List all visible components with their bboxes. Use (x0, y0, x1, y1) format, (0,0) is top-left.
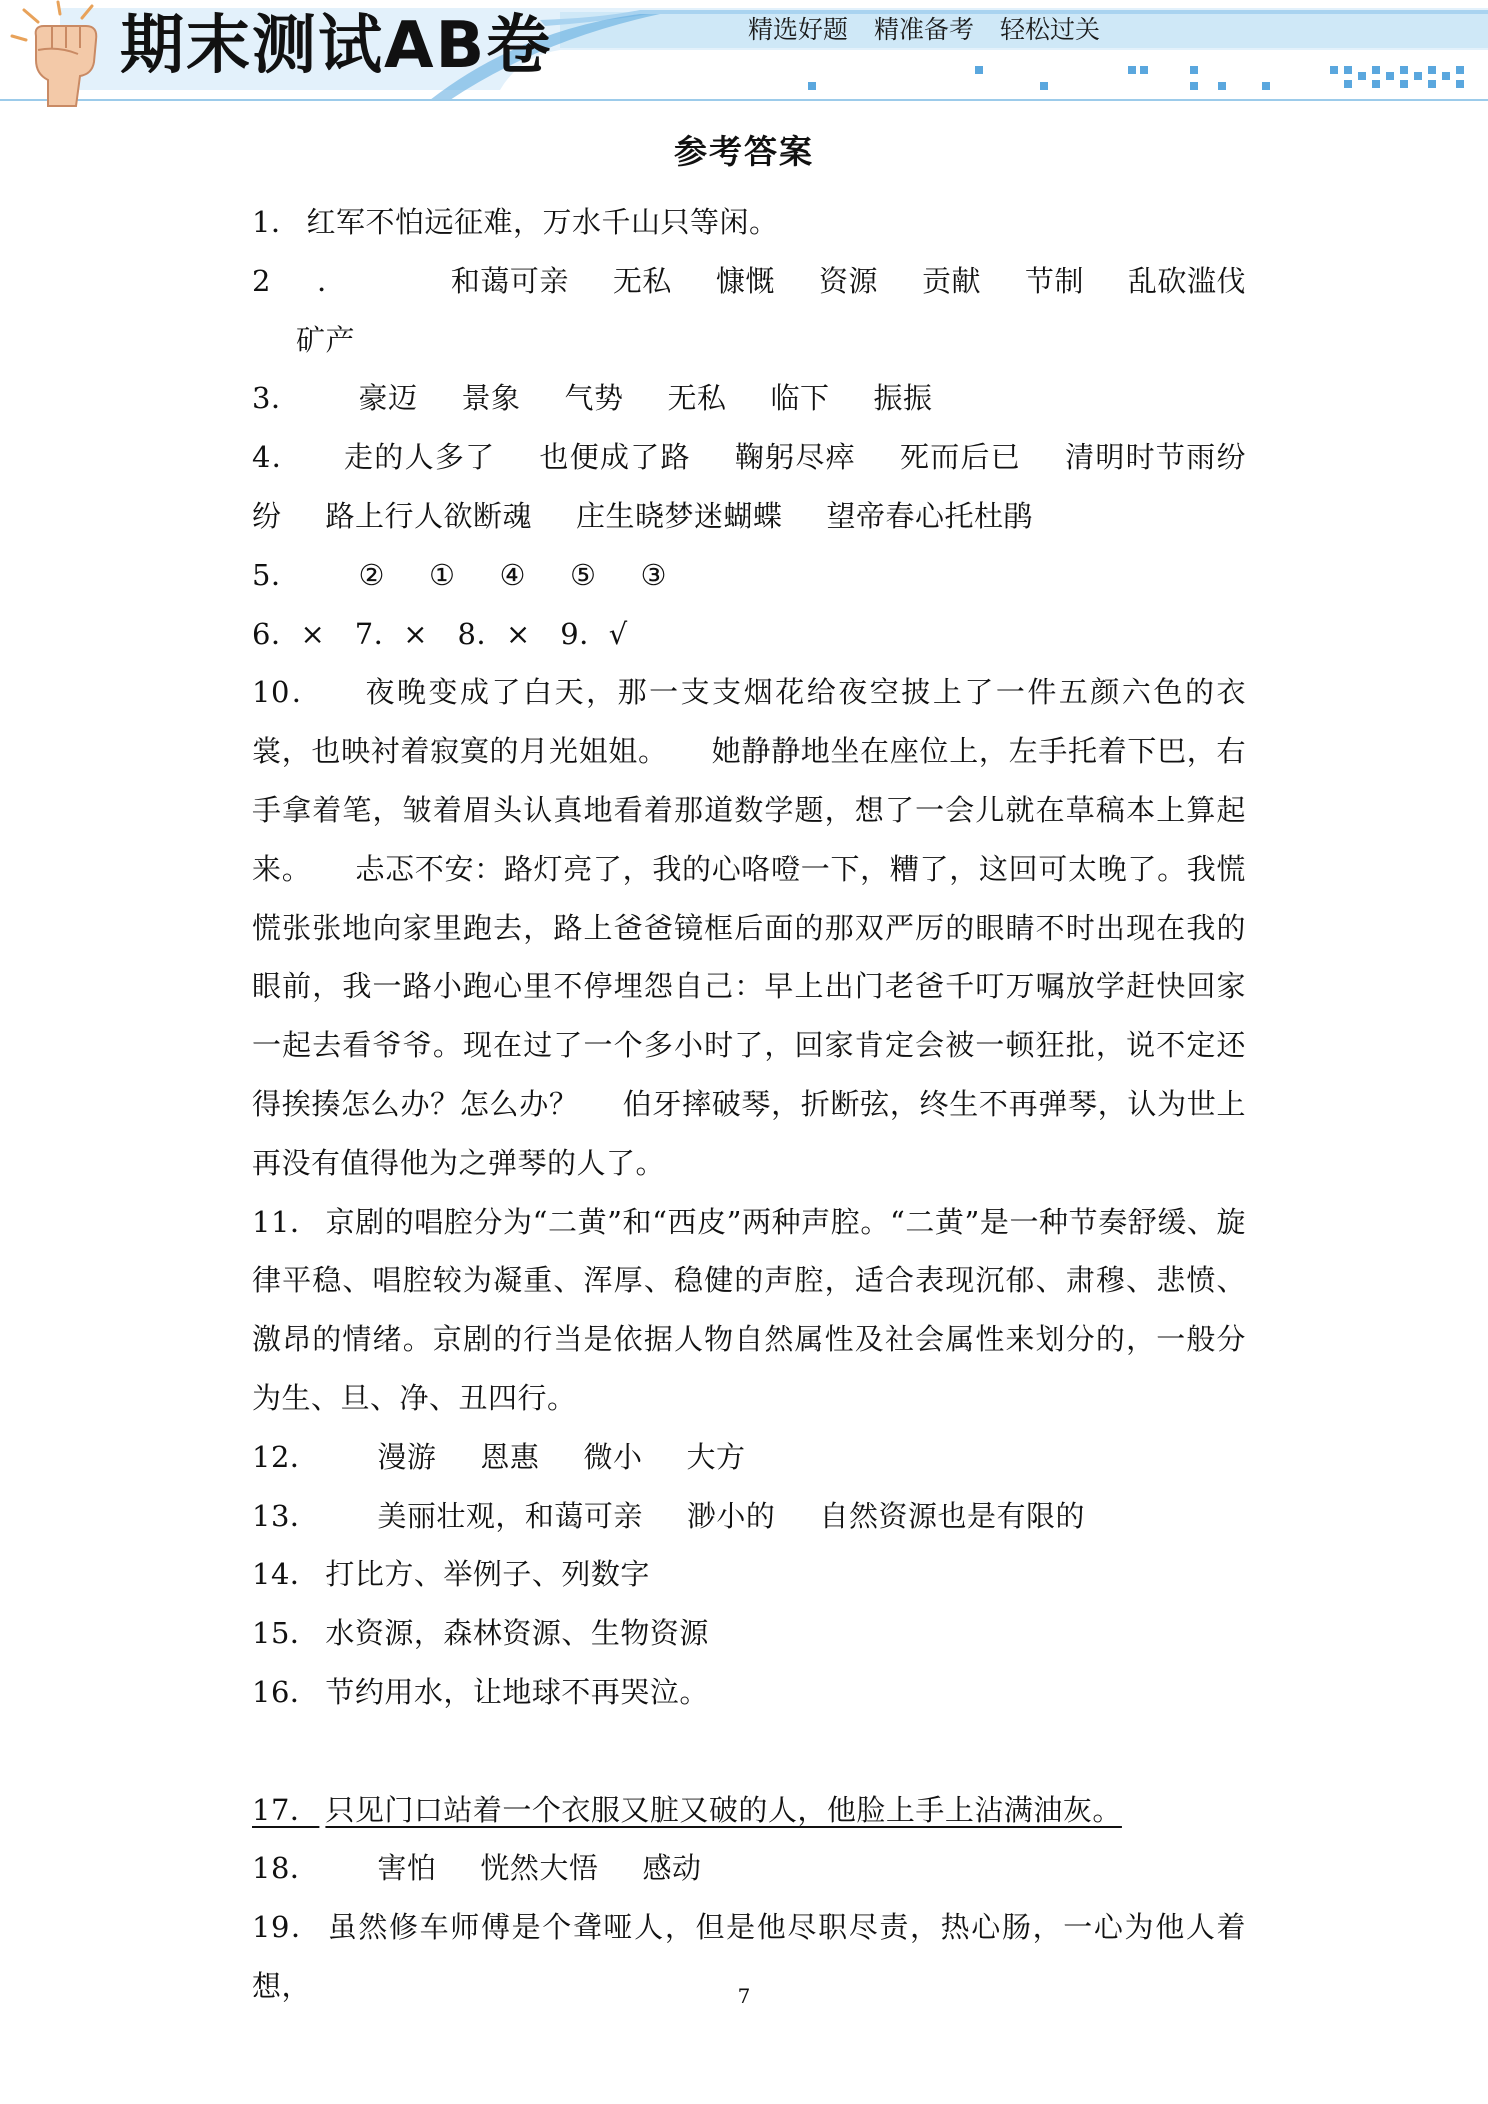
answer-6-9: 6．× 7．× 8．× 9．√ (252, 616, 628, 651)
answer-11: 11． 京剧的唱腔分为“二黄”和“西皮”两种声腔。“二黄”是一种节奏舒缓、旋律平稳、唱腔较为凝重、浑厚、稳健的声腔，适合表现沉郁、肃穆、悲愤、激昂的情绪。京剧的行当是依据人物自然属性及社会属性来划分的，一般分为生、旦、净、丑四行。 (252, 1204, 1246, 1415)
answers-list (252, 193, 1246, 2016)
answer-19: 19． 虽然修车师傅是个聋哑人，但是他尽职尽责，热心肠，一心为他人着想， (252, 1910, 1246, 2003)
answer-13: 13． 美丽壮观，和蔼可亲 渺小的 自然资源也是有限的 (252, 1498, 1085, 1533)
fist-icon (8, 0, 118, 110)
answer-10: 10． 夜晚变成了白天，那一支支烟花给夜空披上了一件五颜六色的衣裳，也映衬着寂寞的月光姐姐。 她静静地坐在座位上，左手托着下巴，右手拿着笔，皱着眉头认真地看着那道数学题，想了一会儿就在草稿本上算起来。 忐忑不安：路灯亮了，我的心咯噔一下，糟了，这回可太晚了。我慌慌张张地向家里跑去，路上爸爸镜框后面的那双严厉的眼睛不时出现在我的眼前，我一路小跑心里不停埋怨自己：早上出门老爸千叮万嘱放学赶快回家一起去看爷爷。现在过了一个多小时了，回家肯定会被一顿狂批，说不定还得挨揍怎么办？怎么办？ 伯牙摔破琴，折断弦，终生不再弹琴，认为世上再没有值得他为之弹琴的人了。 (252, 675, 1246, 1180)
answer-15: 15． 水资源，森林资源、生物资源 (252, 1616, 709, 1651)
banner-title: 期末测试AB卷 (120, 9, 553, 83)
answer-14: 14． 打比方、举例子、列数字 (252, 1557, 650, 1592)
slogans (748, 10, 1100, 50)
slogan-3: 轻松过关 (1000, 15, 1101, 44)
slogan-2: 精准备考 (874, 15, 975, 44)
answer-18: 18． 害怕 恍然大悟 感动 (252, 1851, 702, 1886)
answer-4: 4． 走的人多了 也便成了路 鞠躬尽瘁 死而后已 清明时节雨纷纷 路上行人欲断魂 庄生晓梦迷蝴蝶 望帝春心托杜鹃 (252, 440, 1246, 533)
answer-5: 5． ② ① ④ ⑤ ③ (252, 557, 667, 592)
answer-12: 12． 漫游 恩惠 微小 大方 (252, 1439, 746, 1474)
page-number: 7 (737, 1984, 751, 2008)
blank-line (252, 1722, 1246, 1781)
answer-17: 17． 只见门口站着一个衣服又脏又破的人，他脸上手上沾满油灰。 (252, 1792, 1122, 1827)
slogan-1: 精选好题 (748, 15, 849, 44)
answer-1: 1． 红军不怕远征难，万水千山只等闲。 (252, 205, 779, 239)
answer-16: 16． 节约用水，让地球不再哭泣。 (252, 1674, 709, 1709)
answer-3: 3． 豪迈 景象 气势 无私 临下 振振 (252, 381, 933, 416)
page-title: 参考答案 (674, 132, 814, 171)
answer-2: 2． 和蔼可亲 无私 慷慨 资源 贡献 节制 乱砍滥伐矿产 (252, 263, 1246, 357)
header-banner (0, 0, 1488, 110)
